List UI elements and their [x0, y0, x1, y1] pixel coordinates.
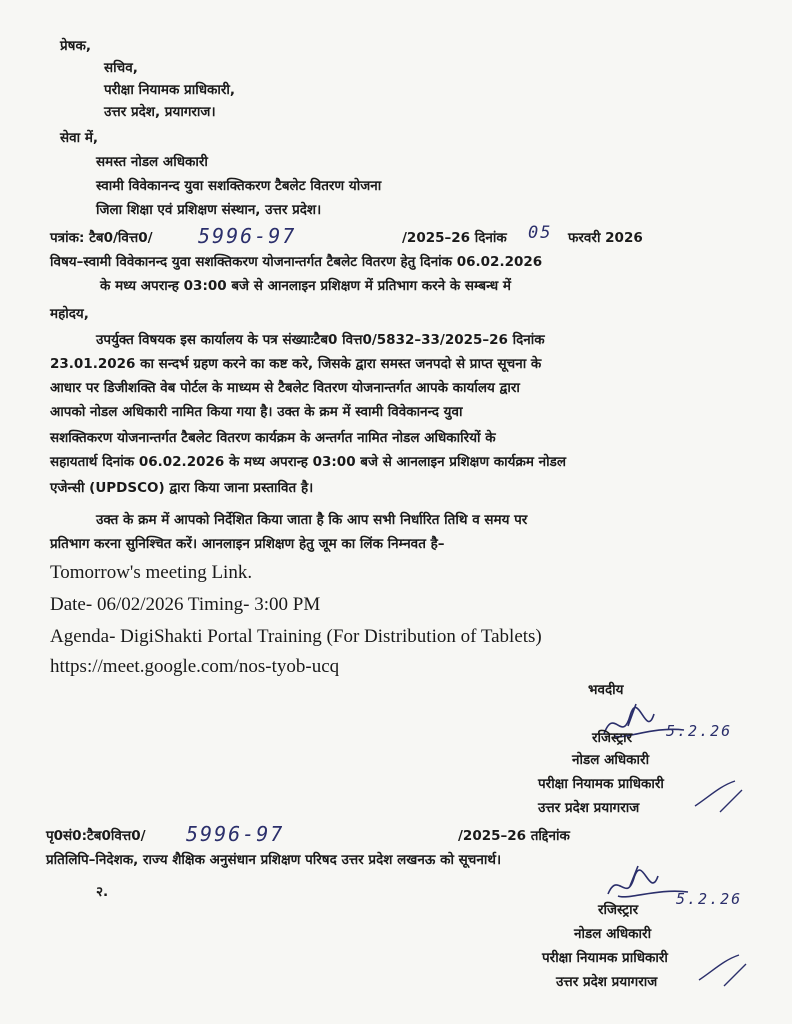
meeting-line2: Date- 06/02/2026 Timing- 3:00 PM: [50, 594, 321, 615]
signature-1-title: रजिस्ट्रार: [592, 730, 633, 746]
signature-1-line2: परीक्षा नियामक प्राधिकारी: [538, 776, 664, 792]
meeting-line1: Tomorrow's meeting Link.: [50, 562, 253, 583]
ref-prefix: पत्रांक: टैब0/वित्त0/: [50, 230, 153, 246]
recipient-line1: समस्त नोडल अधिकारी: [96, 154, 208, 170]
sender-office: परीक्षा नियामक प्राधिकारी,: [104, 82, 236, 98]
sender-designation: सचिव,: [104, 60, 138, 76]
ref-date-rest: फरवरी 2026: [568, 230, 643, 246]
recipient-line3: जिला शिक्षा एवं प्रशिक्षण संस्थान, उत्तर प्रदेश।: [96, 202, 322, 218]
body-p1-line5: सशक्तिकरण योजनान्तर्गत टैबलेट वितरण कार्यक्रम के अन्तर्गत नामित नोडल अधिकारियों के: [50, 430, 496, 446]
ref-number-handwritten: 5996-97: [198, 224, 297, 248]
body-p2-line2: प्रतिभाग करना सुनिश्चित करें। आनलाइन प्रशिक्षण हेतु जूम का लिंक निम्नवत है–: [50, 536, 445, 552]
salutation: महोदय,: [50, 306, 89, 322]
ref-date-day-handwritten: 05: [528, 223, 553, 243]
body-p1-line1: उपर्युक्त विषयक इस कार्यालय के पत्र संख्याःटैब0 वित्त0/5832–33/2025–26 दिनांक: [96, 332, 545, 348]
sender-label: प्रेषक,: [60, 38, 91, 54]
signature-2-line3: उत्तर प्रदेश प्रयागराज: [556, 974, 658, 990]
signature-2-line1: नोडल अधिकारी: [574, 926, 652, 942]
body-p1-line2: 23.01.2026 का सन्दर्भ ग्रहण करने का कष्ट करे, जिसके द्वारा समस्त जनपदो से प्राप्त सूचना के: [50, 356, 542, 372]
signature-2-line2: परीक्षा नियामक प्राधिकारी: [542, 950, 668, 966]
ref-year: /2025–26 दिनांक: [402, 230, 507, 246]
subject-line2: के मध्य अपरान्ह 03:00 बजे से आनलाइन प्रशिक्षण में प्रतिभाग करने के सम्बन्ध में: [100, 278, 511, 294]
recipient-line2: स्वामी विवेकानन्द युवा सशक्तिकरण टैबलेट वितरण योजना: [96, 178, 382, 194]
body-p1-line3: आधार पर डिजीशक्ति वेब पोर्टल के माध्यम से टैबलेट वितरण योजनान्तर्गत आपके कार्यालय द्वारा: [50, 380, 520, 396]
body-p2-line1: उक्त के क्रम में आपको निर्देशित किया जाता है कि आप सभी निर्धारित तिथि व समय पर: [96, 512, 528, 528]
meeting-link[interactable]: https://meet.google.com/nos-tyob-ucq: [50, 656, 340, 677]
signature-1-flourish: [690, 776, 750, 816]
body-p1-line4: आपको नोडल अधिकारी नामित किया गया है। उक्त के क्रम में स्वामी विवेकानन्द युवा: [50, 404, 463, 420]
signature-1-line3: उत्तर प्रदेश प्रयागराज: [538, 800, 640, 816]
body-p1-line6: सहायतार्थ दिनांक 06.02.2026 के मध्य अपरान्ह 03:00 बजे से आनलाइन प्रशिक्षण कार्यक्रम नोडल: [50, 454, 566, 470]
copy-line: प्रतिलिपि–निदेशक, राज्य शैक्षिक अनुसंधान प्रशिक्षण परिषद उत्तर प्रदेश लखनऊ को सूचनार्थ।: [46, 852, 502, 868]
signature-2-flourish: [694, 950, 754, 990]
copy-year: /2025–26 तद्दिनांक: [458, 828, 570, 844]
copy-number-handwritten: 5996-97: [186, 822, 285, 846]
recipient-label: सेवा में,: [60, 130, 99, 146]
signature-1-date-handwritten: 5.2.26: [666, 722, 733, 740]
copy-prefix: पृ0सं0:टैब0वित्त0/: [46, 828, 146, 844]
copy-mark: २.: [96, 884, 109, 900]
sender-place: उत्तर प्रदेश, प्रयागराज।: [104, 104, 216, 120]
signature-1-line1: नोडल अधिकारी: [572, 752, 650, 768]
subject-line1: विषय–स्वामी विवेकानन्द युवा सशक्तिकरण योजनान्तर्गत टैबलेट वितरण हेतु दिनांक 06.02.2026: [50, 254, 543, 270]
signature-2-title: रजिस्ट्रार: [598, 902, 639, 918]
closing-text: भवदीय: [588, 682, 624, 698]
meeting-line3: Agenda- DigiShakti Portal Training (For Distribution of Tablets): [50, 626, 542, 647]
body-p1-line7: एजेन्सी (UPDSCO) द्वारा किया जाना प्रस्तावित है।: [50, 480, 314, 496]
signature-2-date-handwritten: 5.2.26: [676, 890, 743, 908]
